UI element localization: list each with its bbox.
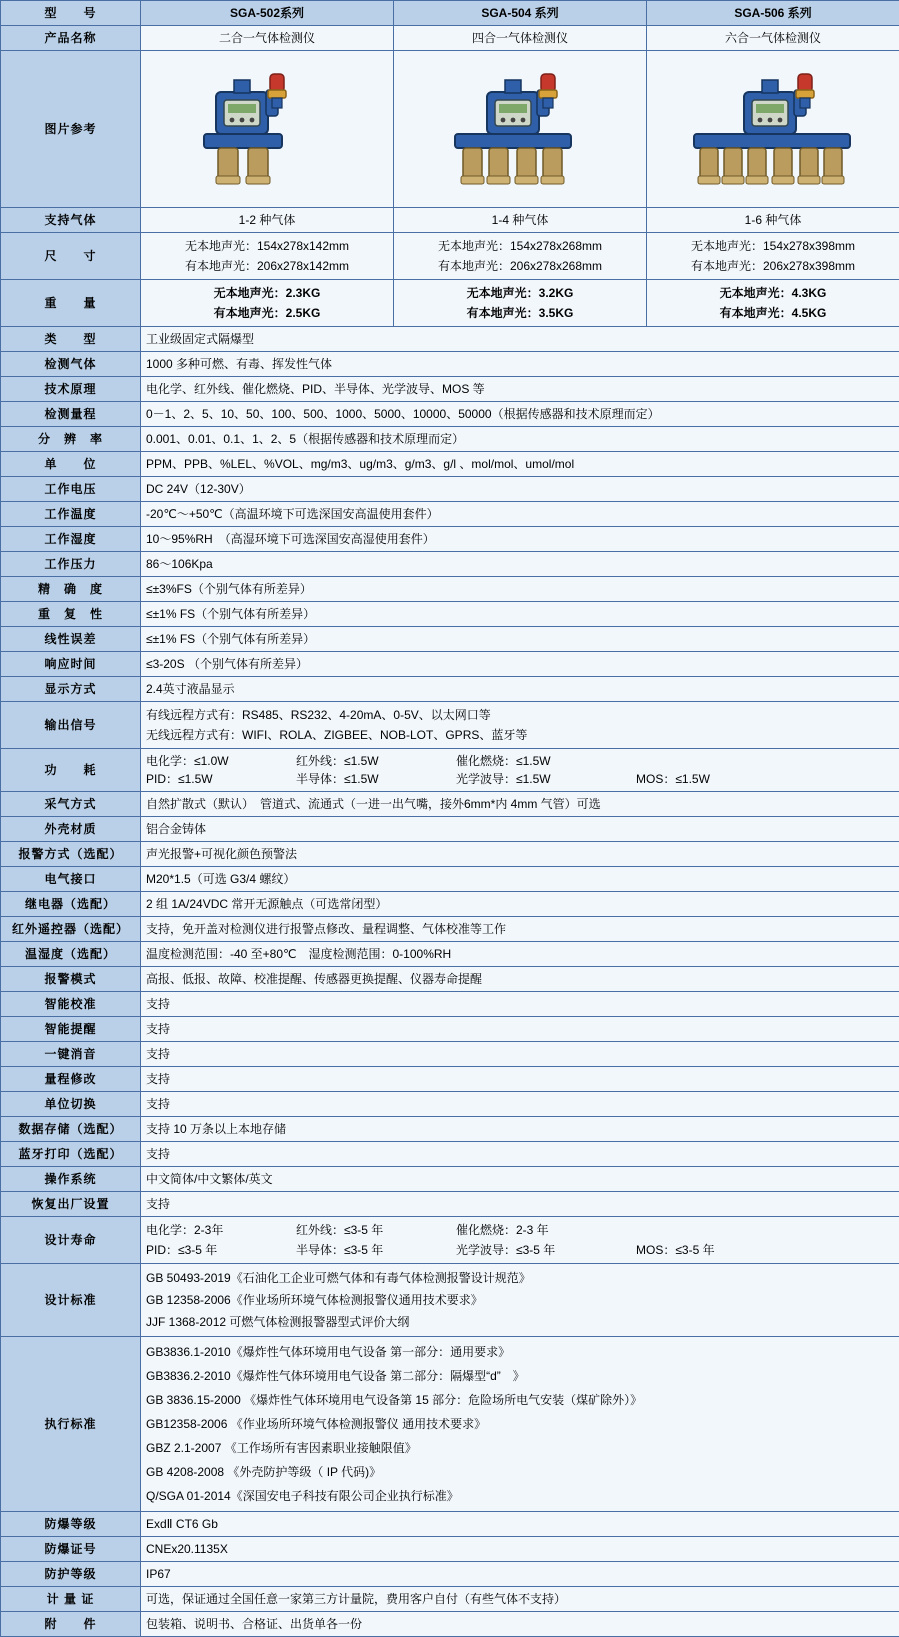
row-label-one-key-mute: 一键消音 bbox=[1, 1042, 141, 1067]
ex-cert-value: CNEx20.1135X bbox=[141, 1537, 899, 1562]
work-humi-value: 10～95%RH （高湿环境下可选深国安高湿使用套件） bbox=[141, 527, 899, 552]
lifespan-item-1-2: 红外线：≤3-5 年 bbox=[296, 1221, 456, 1239]
gas-detector-2in1-image bbox=[141, 51, 394, 208]
power-item-1-1: 电化学：≤1.0W bbox=[146, 752, 296, 770]
row-label-response-time: 响应时间 bbox=[1, 652, 141, 677]
response-time-value: ≤3-20S （个别气体有所差异） bbox=[141, 652, 899, 677]
power-item-2-4: MOS：≤1.5W bbox=[636, 770, 786, 788]
row-label-accuracy: 精 确 度 bbox=[1, 577, 141, 602]
table-row-exec-standard bbox=[1, 1337, 899, 1512]
power-item-1-3: 催化燃烧：≤1.5W bbox=[456, 752, 636, 770]
table-row-resolution bbox=[1, 427, 899, 452]
row-label-type: 类 型 bbox=[1, 327, 141, 352]
lifespan-item-2-2: 半导体：≤3-5 年 bbox=[296, 1241, 456, 1259]
row-label-alarm-mode: 报警模式 bbox=[1, 967, 141, 992]
model-header-2: SGA-504 系列 bbox=[394, 1, 647, 26]
exec-standard-line-7: Q/SGA 01-2014《深国安电子科技有限公司企业执行标准》 bbox=[146, 1484, 894, 1508]
design-standard-line-1: GB 50493-2019《石油化工企业可燃气体和有毒气体检测报警设计规范》 bbox=[146, 1267, 894, 1289]
table-row-model bbox=[1, 1, 899, 26]
row-label-data-storage: 数据存储（选配） bbox=[1, 1117, 141, 1142]
row-label-ex-cert: 防爆证号 bbox=[1, 1537, 141, 1562]
row-label-detect-gas: 检测气体 bbox=[1, 352, 141, 377]
display-value: 2.4英寸液晶显示 bbox=[141, 677, 899, 702]
product-name-1: 二合一气体检测仪 bbox=[141, 26, 394, 51]
row-label-tech-principle: 技术原理 bbox=[1, 377, 141, 402]
ex-grade-value: ExdⅡ CT6 Gb bbox=[141, 1512, 899, 1537]
table-row-unit bbox=[1, 452, 899, 477]
row-label-electrical-interface: 电气接口 bbox=[1, 867, 141, 892]
ir-remote-value: 支持，免开盖对检测仪进行报警点修改、量程调整、气体校准等工作 bbox=[141, 917, 899, 942]
exec-standard-value bbox=[141, 1337, 899, 1512]
table-row-response bbox=[1, 652, 899, 677]
output-line-2: 无线远程方式有：WIFI、ROLA、ZIGBEE、NOB-LOT、GPRS、蓝牙等 bbox=[146, 725, 894, 745]
row-label-support-gas: 支持气体 bbox=[1, 208, 141, 233]
row-label-work-humi: 工作湿度 bbox=[1, 527, 141, 552]
accuracy-value: ≤±3%FS（个别气体有所差异） bbox=[141, 577, 899, 602]
detector-illustration-4in1 bbox=[399, 54, 629, 204]
linear-error-value: ≤±1% FS（个别气体有所差异） bbox=[141, 627, 899, 652]
table-row-bluetooth-print bbox=[1, 1142, 899, 1167]
table-row-shell bbox=[1, 817, 899, 842]
table-row-one-key-mute bbox=[1, 1042, 899, 1067]
support-gas-1: 1-2 种气体 bbox=[141, 208, 394, 233]
bluetooth-print-value: 支持 bbox=[141, 1142, 899, 1167]
smart-calibration-value: 支持 bbox=[141, 992, 899, 1017]
row-label-alarm-method: 报警方式（选配） bbox=[1, 842, 141, 867]
table-row-range-modify bbox=[1, 1067, 899, 1092]
weight-1 bbox=[141, 280, 394, 327]
lifespan-item-2-1: PID：≤3-5 年 bbox=[146, 1241, 296, 1259]
table-row-display bbox=[1, 677, 899, 702]
detector-illustration-2in1 bbox=[146, 54, 336, 204]
table-row-linear bbox=[1, 627, 899, 652]
design-standard-line-2: GB 12358-2006《作业场所环境气体检测报警仪通用技术要求》 bbox=[146, 1289, 894, 1311]
table-row-sampling bbox=[1, 792, 899, 817]
lifespan-item-2-3: 光学波导：≤3-5 年 bbox=[456, 1241, 636, 1259]
table-row-smart-calibration bbox=[1, 992, 899, 1017]
row-label-work-temp: 工作温度 bbox=[1, 502, 141, 527]
row-label-factory-reset: 恢复出厂设置 bbox=[1, 1192, 141, 1217]
electrical-interface-value: M20*1.5（可选 G3/4 螺纹） bbox=[141, 867, 899, 892]
row-label-repeatability: 重 复 性 bbox=[1, 602, 141, 627]
one-key-mute-value: 支持 bbox=[141, 1042, 899, 1067]
design-standard-value bbox=[141, 1264, 899, 1337]
exec-standard-line-6: GB 4208-2008 《外壳防护等级（ IP 代码)》 bbox=[146, 1460, 894, 1484]
row-label-product-name: 产品名称 bbox=[1, 26, 141, 51]
lifespan-item-1-3: 催化燃烧：2-3 年 bbox=[456, 1221, 636, 1239]
table-row-repeat bbox=[1, 602, 899, 627]
power-item-1-2: 红外线：≤1.5W bbox=[296, 752, 456, 770]
table-row-data-storage bbox=[1, 1117, 899, 1142]
row-label-exec-standard: 执行标准 bbox=[1, 1337, 141, 1512]
table-row-factory-reset bbox=[1, 1192, 899, 1217]
output-value bbox=[141, 702, 899, 749]
table-row-power bbox=[1, 749, 899, 792]
table-row-image-ref bbox=[1, 51, 899, 208]
exec-standard-line-5: GBZ 2.1-2007 《工作场所有害因素职业接触限值》 bbox=[146, 1436, 894, 1460]
lifespan-line-1 bbox=[146, 1220, 894, 1240]
table-row-work-temp bbox=[1, 502, 899, 527]
range-modify-value: 支持 bbox=[141, 1067, 899, 1092]
output-line-1: 有线远程方式有：RS485、RS232、4-20mA、0-5V、以太网口等 bbox=[146, 705, 894, 725]
table-row-size bbox=[1, 233, 899, 280]
type-value: 工业级固定式隔爆型 bbox=[141, 327, 899, 352]
weight-3-line-2: 有本地声光：4.5KG bbox=[652, 303, 894, 323]
weight-2-line-1: 无本地声光：3.2KG bbox=[399, 283, 641, 303]
row-label-ex-grade: 防爆等级 bbox=[1, 1512, 141, 1537]
row-label-work-press: 工作压力 bbox=[1, 552, 141, 577]
table-row-tech-principle bbox=[1, 377, 899, 402]
os-value: 中文简体/中文繁体/英文 bbox=[141, 1167, 899, 1192]
data-storage-value: 支持 10 万条以上本地存储 bbox=[141, 1117, 899, 1142]
table-row-ip-grade bbox=[1, 1562, 899, 1587]
weight-1-line-2: 有本地声光：2.5KG bbox=[146, 303, 388, 323]
table-row-range bbox=[1, 402, 899, 427]
row-label-size: 尺 寸 bbox=[1, 233, 141, 280]
model-header-1: SGA-502系列 bbox=[141, 1, 394, 26]
size-2 bbox=[394, 233, 647, 280]
lifespan-item-1-4 bbox=[636, 1221, 786, 1239]
lifespan-line-2 bbox=[146, 1240, 894, 1260]
row-label-shell-material: 外壳材质 bbox=[1, 817, 141, 842]
table-row-weight bbox=[1, 280, 899, 327]
size-2-line-1: 无本地声光：154x278x268mm bbox=[399, 236, 641, 256]
resolution-value: 0.001、0.01、0.1、1、2、5（根据传感器和技术原理而定） bbox=[141, 427, 899, 452]
work-press-value: 86～106Kpa bbox=[141, 552, 899, 577]
row-label-sampling: 采气方式 bbox=[1, 792, 141, 817]
power-value bbox=[141, 749, 899, 792]
row-label-os: 操作系统 bbox=[1, 1167, 141, 1192]
row-label-metering-cert: 计 量 证 bbox=[1, 1587, 141, 1612]
table-row-product-name bbox=[1, 26, 899, 51]
row-label-power: 功 耗 bbox=[1, 749, 141, 792]
size-1-line-2: 有本地声光：206x278x142mm bbox=[146, 256, 388, 276]
table-row-unit-switch bbox=[1, 1092, 899, 1117]
size-3-line-1: 无本地声光：154x278x398mm bbox=[652, 236, 894, 256]
sampling-value: 自然扩散式（默认） 管道式、流通式（一进一出气嘴，接外6mm*内 4mm 气管）可选 bbox=[141, 792, 899, 817]
row-label-lifespan: 设计寿命 bbox=[1, 1217, 141, 1264]
size-3-line-2: 有本地声光：206x278x398mm bbox=[652, 256, 894, 276]
table-row-os bbox=[1, 1167, 899, 1192]
row-label-relay: 继电器（选配） bbox=[1, 892, 141, 917]
design-standard-line-3: JJF 1368-2012 可燃气体检测报警器型式评价大纲 bbox=[146, 1311, 894, 1333]
size-2-line-2: 有本地声光：206x278x268mm bbox=[399, 256, 641, 276]
table-row-output bbox=[1, 702, 899, 749]
detect-gas-value: 1000 多种可燃、有毒、挥发性气体 bbox=[141, 352, 899, 377]
row-label-range: 检测量程 bbox=[1, 402, 141, 427]
row-label-unit-switch: 单位切换 bbox=[1, 1092, 141, 1117]
gas-detector-4in1-image bbox=[394, 51, 647, 208]
row-label-unit: 单 位 bbox=[1, 452, 141, 477]
row-label-weight: 重 量 bbox=[1, 280, 141, 327]
detector-illustration-6in1 bbox=[652, 54, 892, 204]
table-row-detect-gas bbox=[1, 352, 899, 377]
row-label-range-modify: 量程修改 bbox=[1, 1067, 141, 1092]
table-row-ex-cert bbox=[1, 1537, 899, 1562]
voltage-value: DC 24V（12-30V） bbox=[141, 477, 899, 502]
row-label-ip-grade: 防护等级 bbox=[1, 1562, 141, 1587]
table-row-metering-cert bbox=[1, 1587, 899, 1612]
table-row-alarm-mode-opt bbox=[1, 842, 899, 867]
product-name-2: 四合一气体检测仪 bbox=[394, 26, 647, 51]
weight-3 bbox=[647, 280, 899, 327]
row-label-smart-remind: 智能提醒 bbox=[1, 1017, 141, 1042]
alarm-mode-value: 高报、低报、故障、校准提醒、传感器更换提醒、仪器寿命提醒 bbox=[141, 967, 899, 992]
table-row-accuracy bbox=[1, 577, 899, 602]
relay-value: 2 组 1A/24VDC 常开无源触点（可选常闭型） bbox=[141, 892, 899, 917]
lifespan-item-2-4: MOS：≤3-5 年 bbox=[636, 1241, 786, 1259]
support-gas-3: 1-6 种气体 bbox=[647, 208, 899, 233]
power-item-2-2: 半导体：≤1.5W bbox=[296, 770, 456, 788]
exec-standard-line-1: GB3836.1-2010《爆炸性气体环境用电气设备 第一部分：通用要求》 bbox=[146, 1340, 894, 1364]
accessories-value: 包装箱、说明书、合格证、出货单各一份 bbox=[141, 1612, 899, 1637]
table-row-ex-grade bbox=[1, 1512, 899, 1537]
row-label-linear-error: 线性误差 bbox=[1, 627, 141, 652]
weight-1-line-1: 无本地声光：2.3KG bbox=[146, 283, 388, 303]
metering-cert-value: 可选，保证通过全国任意一家第三方计量院，费用客户自付（有些气体不支持） bbox=[141, 1587, 899, 1612]
row-label-display: 显示方式 bbox=[1, 677, 141, 702]
table-row-work-press bbox=[1, 552, 899, 577]
table-row-voltage bbox=[1, 477, 899, 502]
power-line-2 bbox=[146, 770, 894, 788]
table-row-support-gas bbox=[1, 208, 899, 233]
ip-grade-value: IP67 bbox=[141, 1562, 899, 1587]
shell-material-value: 铝合金铸体 bbox=[141, 817, 899, 842]
size-1-line-1: 无本地声光：154x278x142mm bbox=[146, 236, 388, 256]
tech-principle-value: 电化学、红外线、催化燃烧、PID、半导体、光学波导、MOS 等 bbox=[141, 377, 899, 402]
exec-standard-line-2: GB3836.2-2010《爆炸性气体环境用电气设备 第二部分：隔爆型“d” 》 bbox=[146, 1364, 894, 1388]
table-row-type bbox=[1, 327, 899, 352]
row-label-model: 型 号 bbox=[1, 1, 141, 26]
table-row-work-humi bbox=[1, 527, 899, 552]
size-1 bbox=[141, 233, 394, 280]
weight-2-line-2: 有本地声光：3.5KG bbox=[399, 303, 641, 323]
power-line-1 bbox=[146, 752, 894, 770]
lifespan-item-1-1: 电化学：2-3年 bbox=[146, 1221, 296, 1239]
row-label-resolution: 分 辨 率 bbox=[1, 427, 141, 452]
power-item-2-1: PID：≤1.5W bbox=[146, 770, 296, 788]
table-row-temp-humi bbox=[1, 942, 899, 967]
row-label-output: 输出信号 bbox=[1, 702, 141, 749]
weight-2 bbox=[394, 280, 647, 327]
row-label-temp-humidity: 温湿度（选配） bbox=[1, 942, 141, 967]
unit-switch-value: 支持 bbox=[141, 1092, 899, 1117]
temp-humidity-value: 温度检测范围：-40 至+80℃ 湿度检测范围：0-100%RH bbox=[141, 942, 899, 967]
work-temp-value: -20℃～+50℃（高温环境下可选深国安高温使用套件） bbox=[141, 502, 899, 527]
smart-remind-value: 支持 bbox=[141, 1017, 899, 1042]
unit-value: PPM、PPB、%LEL、%VOL、mg/m3、ug/m3、g/m3、g/l 、mol/mol、umol/mol bbox=[141, 452, 899, 477]
exec-standard-line-4: GB12358-2006 《作业场所环境气体检测报警仪 通用技术要求》 bbox=[146, 1412, 894, 1436]
row-label-voltage: 工作电压 bbox=[1, 477, 141, 502]
table-row-accessories bbox=[1, 1612, 899, 1637]
table-row-electrical-interface bbox=[1, 867, 899, 892]
table-row-design-standard bbox=[1, 1264, 899, 1337]
size-3 bbox=[647, 233, 899, 280]
row-label-accessories: 附 件 bbox=[1, 1612, 141, 1637]
table-row-relay bbox=[1, 892, 899, 917]
alarm-method-value: 声光报警+可视化颜色预警法 bbox=[141, 842, 899, 867]
exec-standard-line-3: GB 3836.15-2000 《爆炸性气体环境用电气设备第 15 部分：危险场所电气安装（煤矿除外）》 bbox=[146, 1388, 894, 1412]
row-label-bluetooth-print: 蓝牙打印（选配） bbox=[1, 1142, 141, 1167]
factory-reset-value: 支持 bbox=[141, 1192, 899, 1217]
row-label-image-ref: 图片参考 bbox=[1, 51, 141, 208]
table-row-ir-remote bbox=[1, 917, 899, 942]
row-label-design-standard: 设计标准 bbox=[1, 1264, 141, 1337]
lifespan-value bbox=[141, 1217, 899, 1264]
table-row-alarm-mode bbox=[1, 967, 899, 992]
gas-detector-6in1-image bbox=[647, 51, 899, 208]
table-row-lifespan bbox=[1, 1217, 899, 1264]
product-name-3: 六合一气体检测仪 bbox=[647, 26, 899, 51]
row-label-smart-calibration: 智能校准 bbox=[1, 992, 141, 1017]
table-row-smart-remind bbox=[1, 1017, 899, 1042]
repeatability-value: ≤±1% FS（个别气体有所差异） bbox=[141, 602, 899, 627]
power-item-2-3: 光学波导：≤1.5W bbox=[456, 770, 636, 788]
range-value: 0－1、2、5、10、50、100、500、1000、5000、10000、50000（根据传感器和技术原理而定） bbox=[141, 402, 899, 427]
model-header-3: SGA-506 系列 bbox=[647, 1, 899, 26]
power-item-1-4 bbox=[636, 752, 786, 770]
row-label-ir-remote: 红外遥控器（选配） bbox=[1, 917, 141, 942]
support-gas-2: 1-4 种气体 bbox=[394, 208, 647, 233]
weight-3-line-1: 无本地声光：4.3KG bbox=[652, 283, 894, 303]
